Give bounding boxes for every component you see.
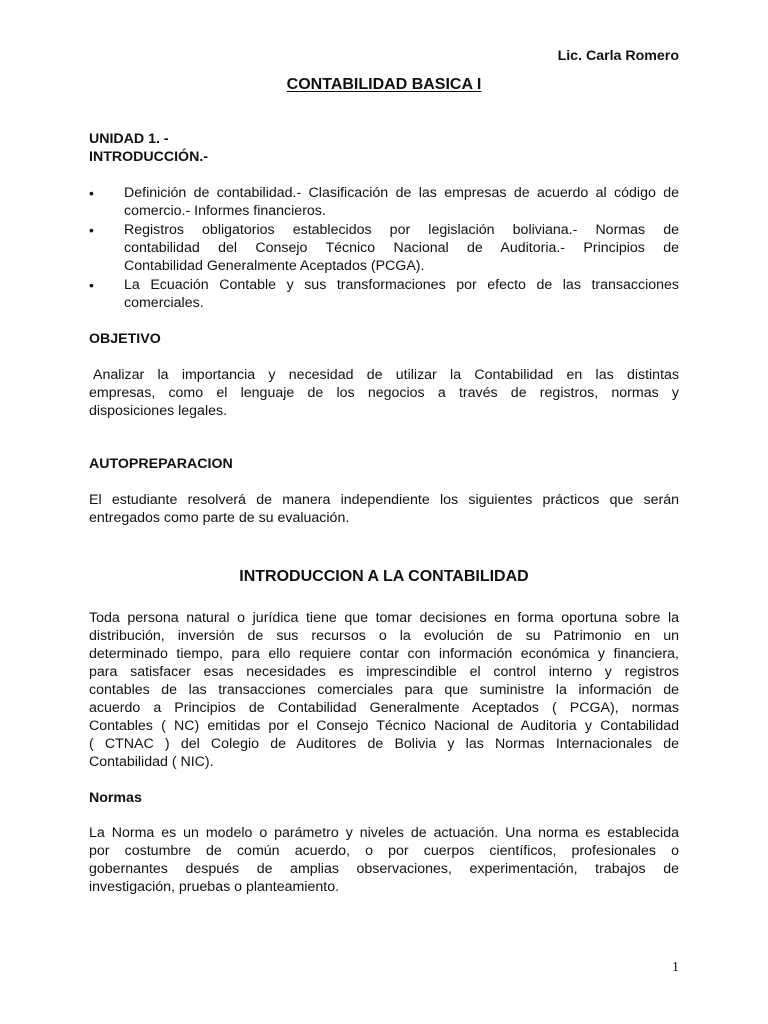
bullet-2-line-1: Registros obligatorios establecidos por legislación boliviana.- Normas de (124, 222, 679, 238)
bullet-icon: • (89, 222, 94, 238)
bullet-icon: • (89, 185, 94, 201)
section-heading: INTRODUCCION A LA CONTABILIDAD (239, 568, 529, 585)
bullet-1-line-2: comercio.- Informes financieros. (124, 203, 326, 219)
bullet-2-line-2: contabilidad del Consejo Técnico Nacional de Auditoria.- Principios de (124, 240, 679, 256)
intro-line-4: para satisfacer esas necesidades es imprescindible el control interno y registros (89, 664, 679, 680)
intro-line-8: ( CTNAC ) del Colegio de Auditores de Bolivia y las Normas Internacionales de (89, 736, 679, 752)
document-title (89, 75, 679, 95)
objetivo-line-1: Analizar la importancia y necesidad de utilizar la Contabilidad en las distintas (93, 367, 679, 383)
document-title-text: CONTABILIDAD BASICA I (286, 76, 482, 93)
unit-heading: UNIDAD 1. - (89, 131, 169, 147)
intro-line-1: Toda persona natural o jurídica tiene que tomar decisiones en forma oportuna sobre la (89, 610, 679, 626)
bullet-3-line-2: comerciales. (124, 295, 204, 311)
author-name: Lic. Carla Romero (557, 48, 679, 64)
bullet-3-line-1: La Ecuación Contable y sus transformaciones por efecto de las transacciones (124, 277, 679, 293)
normas-line-1: La Norma es un modelo o parámetro y niveles de actuación. Una norma es establecida (89, 825, 679, 841)
autopreparacion-line-2: entregados como parte de su evaluación. (89, 510, 350, 526)
normas-line-3: gobernantes después de amplias observaciones, experimentación, trabajos de (89, 861, 679, 877)
objetivo-line-2: empresas, como el lenguaje de los negocios a través de registros, normas y (89, 385, 679, 401)
page-number: 1 (672, 960, 679, 975)
objetivo-line-3: disposiciones legales. (89, 403, 228, 419)
intro-line-7: Contables ( NC) emitidas por el Consejo Técnico Nacional de Auditoria y Contabilidad (89, 718, 679, 734)
intro-line-6: acuerdo a Principios de Contabilidad Generalmente Aceptados ( PCGA), normas (89, 700, 679, 716)
objetivo-heading: OBJETIVO (89, 331, 161, 347)
intro-line-2: distribución, inversión de sus recursos o la evolución de su Patrimonio en un (89, 628, 679, 644)
autopreparacion-line-1: El estudiante resolverá de manera independiente los siguientes prácticos que serán (89, 492, 679, 508)
bullet-icon: • (89, 277, 94, 293)
bullet-2-line-3: Contabilidad Generalmente Aceptados (PCGA). (124, 258, 425, 274)
normas-line-4: investigación, pruebas o planteamiento. (89, 879, 340, 895)
intro-line-9: Contabilidad ( NIC). (89, 754, 214, 770)
autopreparacion-heading: AUTOPREPARACION (89, 456, 233, 472)
unit-subheading: INTRODUCCIÓN.- (89, 149, 209, 165)
bullet-1-line-1: Definición de contabilidad.- Clasificación de las empresas de acuerdo al código de (124, 185, 679, 201)
intro-line-3: determinado tiempo, para ello requiere contar con información económica y financiera, (89, 646, 679, 662)
intro-line-5: contables de las transacciones comerciales para que suministre la información de (89, 682, 679, 698)
normas-line-2: por costumbre de común acuerdo, o por cuerpos científicos, profesionales o (89, 843, 679, 859)
normas-heading: Normas (89, 790, 142, 806)
